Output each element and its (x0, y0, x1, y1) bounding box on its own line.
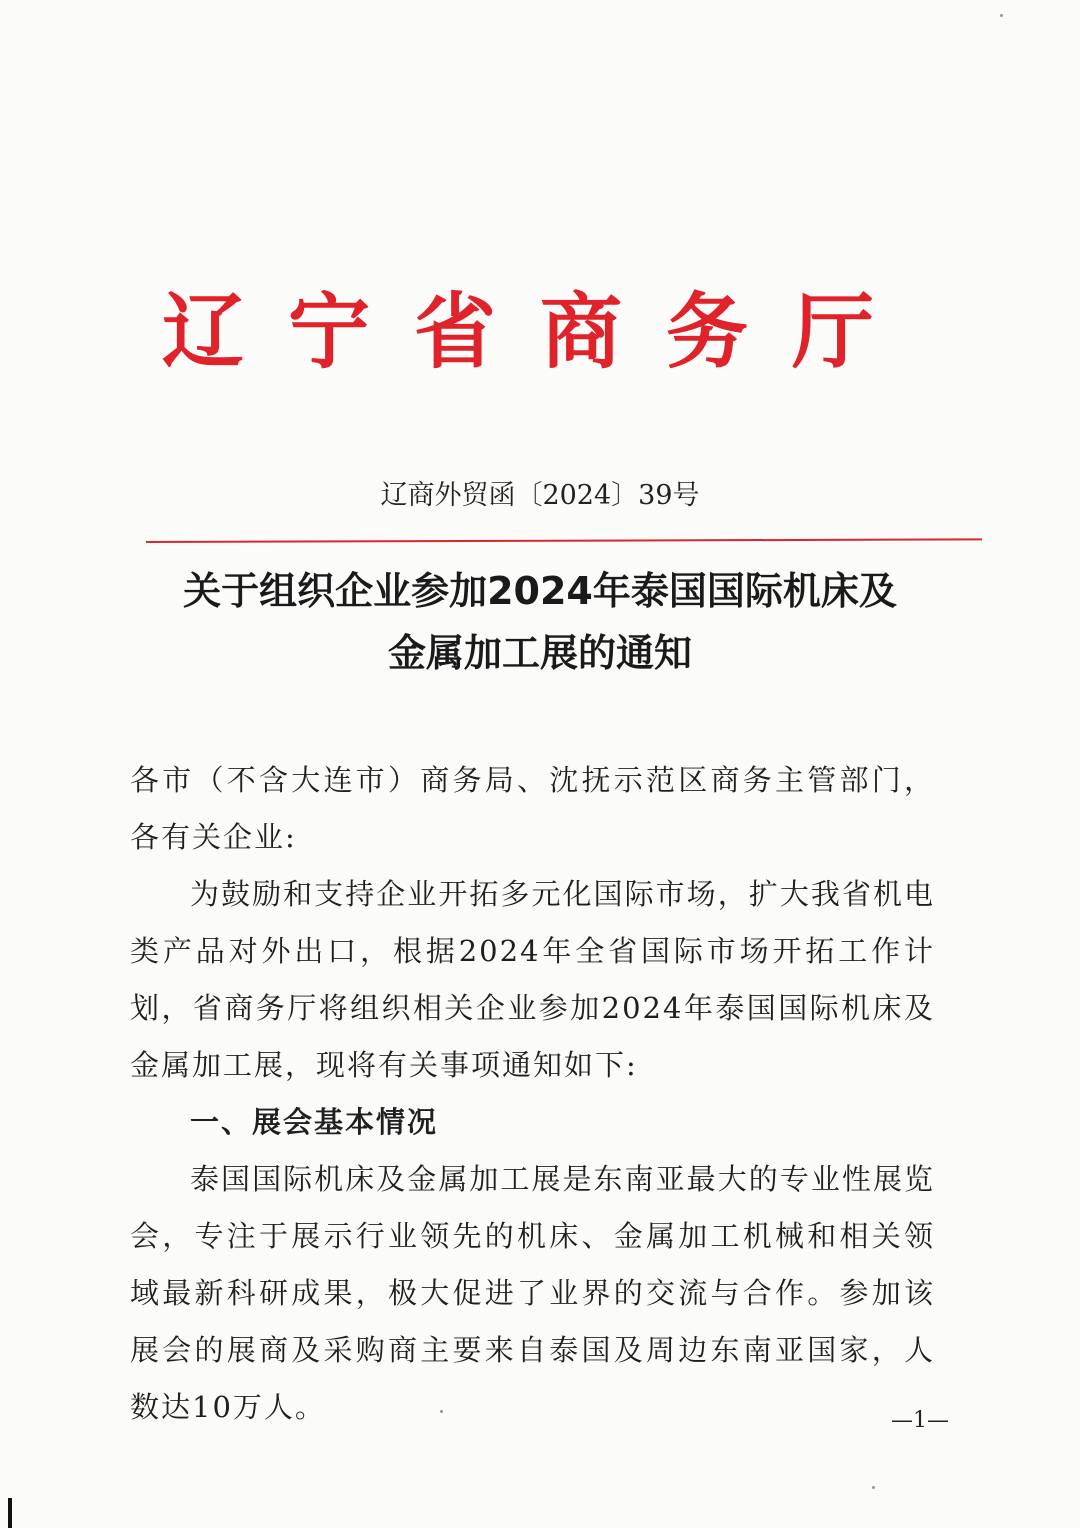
section-heading-1: 一、展会基本情况 (190, 1105, 439, 1139)
page-number: —1— (891, 1408, 949, 1433)
notice-body (130, 752, 935, 1436)
salutation: 各市（不含大连市）商务局、沈抚示范区商务主管部门，各有关企业: (130, 763, 935, 854)
issuer-header: 辽宁省商务厅 (161, 284, 918, 380)
scan-edge-mark (8, 1498, 12, 1528)
notice-title-line-2: 金属加工展的通知 (387, 631, 692, 675)
scan-speck (1000, 14, 1003, 17)
red-divider-line (146, 538, 982, 543)
body-paragraph-1: 为鼓励和支持企业开拓多元化国际市场，扩大我省机电类产品对外出口，根据2024年全省国际市场开拓工作计划，省商务厅将组织相关企业参加2024年泰国国际机床及金属加工展，现将有关事项通知如下: (130, 877, 935, 1082)
body-paragraph-2: 泰国国际机床及金属加工展是东南亚最大的专业性展览会，专注于展示行业领先的机床、金属加工机械和相关领域最新科研成果，极大促进了业界的交流与合作。参加该展会的展商及采购商主要来自泰国及周边东南亚国家，人数达10万人。 (130, 1162, 935, 1424)
scan-speck (872, 1486, 875, 1489)
notice-title (100, 560, 980, 684)
scan-speck (440, 1410, 443, 1413)
document-number: 辽商外贸函〔2024〕39号 (380, 480, 700, 511)
notice-title-line-1: 关于组织企业参加2024年泰国国际机床及 (183, 569, 897, 613)
